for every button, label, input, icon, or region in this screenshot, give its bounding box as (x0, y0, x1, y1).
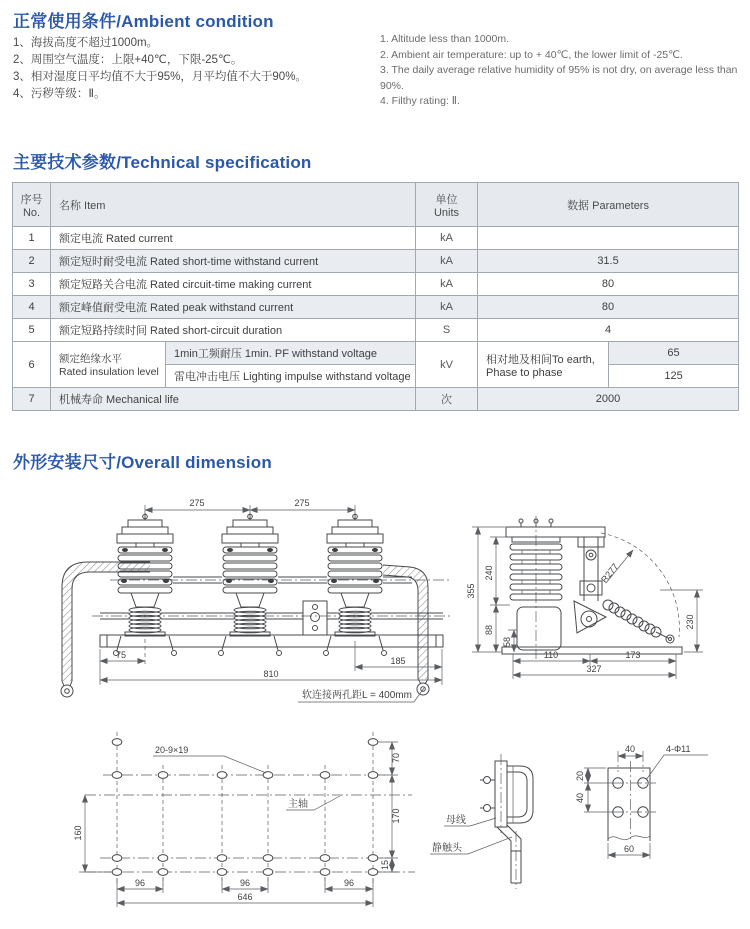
cell-impulse-withstand: 雷电冲击电压 Lighting impulse withstand voltage (166, 365, 416, 388)
front-view-drawing (61, 498, 452, 702)
dim-label: 185 (390, 656, 406, 666)
cell-item: 额定短时耐受电流 Rated short-time withstand current (51, 250, 416, 273)
insulator-pole-3 (324, 513, 387, 656)
dim-label: 88 (484, 624, 494, 636)
ambient-item-cn: 4、污秽等级：Ⅱ。 (13, 88, 106, 100)
ambient-item-en: 2. Ambient air temperature: up to + 40℃, the lower limit of -25℃. (380, 48, 683, 61)
dimension-drawings (0, 489, 750, 929)
ambient-item-cn: 2、周围空气温度：上限+40℃，下限-25℃。 (13, 54, 243, 66)
dim-label: 110 (543, 650, 559, 660)
busbar-label: 母线 (446, 815, 466, 826)
ambient-list-cn (13, 35, 307, 103)
ambient-list-en (380, 32, 750, 110)
dim-label: 96 (239, 878, 251, 888)
side-view-drawing (466, 516, 703, 679)
dim-label: 240 (484, 565, 494, 581)
table-row (13, 388, 739, 411)
cell-value: 4 (478, 319, 739, 342)
ambient-item-cn: 3、相对湿度日平均值不大于95%，月平均值不大于90%。 (13, 71, 307, 83)
cell-item: 额定峰值耐受电流 Rated peak withstand current (51, 296, 416, 319)
cell-unit: 次 (416, 388, 478, 411)
insulator-pole-2 (219, 513, 282, 656)
dim-label: 810 (263, 669, 279, 679)
ambient-item-en: 3. The daily average relative humidity of 95% is not dry, on average less than 90%. (380, 64, 738, 92)
travel-arc (601, 533, 679, 637)
dim-label: 75 (115, 650, 127, 660)
dim-label: R277 (599, 561, 621, 585)
hole-spec-label: 4-Φ11 (666, 744, 691, 754)
cell-unit: kA (416, 296, 478, 319)
insulator-base-body (517, 607, 561, 650)
cell-value: 80 (478, 273, 739, 296)
base-channel (100, 635, 443, 647)
cell-value: 65 (609, 342, 739, 365)
table-row (13, 319, 739, 342)
dim-label: 275 (294, 498, 310, 508)
overall-dimension-svg (0, 489, 750, 929)
dim-label: 646 (237, 892, 253, 902)
cell-insulation-name: 额定绝缘水平 Rated insulation level (51, 342, 166, 388)
slot-count-label: 20-9×19 (155, 745, 189, 755)
cell-unit: kA (416, 273, 478, 296)
break-line (608, 836, 650, 840)
cell-no: 1 (13, 227, 51, 250)
header-units: 单位 Units (416, 183, 478, 227)
ambient-item-cn: 1、海拔高度不超过1000m。 (13, 37, 159, 49)
left-eye-terminal (61, 685, 73, 697)
spring-assembly (603, 600, 674, 643)
cell-value: 125 (609, 365, 739, 388)
cell-no: 5 (13, 319, 51, 342)
cell-value: 31.5 (478, 250, 739, 273)
cell-value: 2000 (478, 388, 739, 411)
cell-value (478, 227, 739, 250)
terminal-plate-drawing (575, 744, 708, 859)
dim-label: 327 (586, 664, 602, 674)
header-item: 名称 Item (51, 183, 416, 227)
dim-label: 20 (575, 770, 585, 782)
cell-value: 80 (478, 296, 739, 319)
cell-no: 3 (13, 273, 51, 296)
dim-label: 40 (575, 792, 585, 804)
header-no: 序号 No. (13, 183, 51, 227)
cell-earth-phase: 相对地及相间To earth, Phase to phase (478, 342, 609, 388)
table-row (13, 296, 739, 319)
cell-unit: kV (416, 342, 478, 388)
table-header-row (13, 183, 739, 227)
drive-bracket (303, 601, 327, 635)
technical-specification-heading: 主要技术参数/Technical specification (13, 153, 312, 172)
dim-label: 96 (134, 878, 146, 888)
dim-label: 96 (343, 878, 355, 888)
dim-label: 230 (685, 614, 695, 630)
contact-bracket-drawing (430, 754, 533, 889)
specification-table (12, 182, 739, 411)
flexible-connector-note: 软连接两孔距L = 400mm (302, 690, 412, 701)
dim-label: 160 (73, 825, 83, 841)
cell-item: 额定短路关合电流 Rated circuit-time making current (51, 273, 416, 296)
dim-label: 58 (502, 636, 512, 648)
table-row-6a (13, 342, 739, 365)
cell-no: 7 (13, 388, 51, 411)
cell-pf-withstand: 1min工频耐压 1min. PF withstand voltage (166, 342, 416, 365)
overall-dimension-heading: 外形安装尺寸/Overall dimension (13, 453, 272, 472)
dim-label: 60 (623, 844, 635, 854)
cell-item: 额定短路持续时间 Rated short-circuit duration (51, 319, 416, 342)
dim-label: 170 (391, 808, 401, 824)
header-parameters: 数据 Parameters (478, 183, 739, 227)
dim-label: 355 (466, 583, 476, 599)
cell-item: 机械寿命 Mechanical life (51, 388, 416, 411)
dim-label: 15 (380, 859, 390, 871)
insulator-pole-1 (114, 513, 177, 656)
ambient-condition-heading: 正常使用条件/Ambient condition (13, 12, 274, 31)
cell-no: 4 (13, 296, 51, 319)
contact-blade (497, 825, 521, 883)
static-contact-label: 静触头 (432, 843, 462, 854)
table-row (13, 273, 739, 296)
ambient-item-en: 4. Filthy rating: Ⅱ. (380, 95, 460, 107)
cell-no: 2 (13, 250, 51, 273)
dim-label: 40 (624, 744, 636, 754)
table-row (13, 227, 739, 250)
cell-unit: kA (416, 250, 478, 273)
main-shaft-label: 主轴 (288, 799, 308, 810)
table-row (13, 250, 739, 273)
dim-label: 275 (189, 498, 205, 508)
cell-unit: S (416, 319, 478, 342)
dim-label: 173 (625, 650, 641, 660)
cell-unit: kA (416, 227, 478, 250)
dim-label: 70 (391, 752, 401, 764)
mounting-holes-drawing (73, 732, 415, 907)
ambient-item-en: 1. Altitude less than 1000m. (380, 33, 509, 45)
cell-item: 额定电流 Rated current (51, 227, 416, 250)
cell-no: 6 (13, 342, 51, 388)
